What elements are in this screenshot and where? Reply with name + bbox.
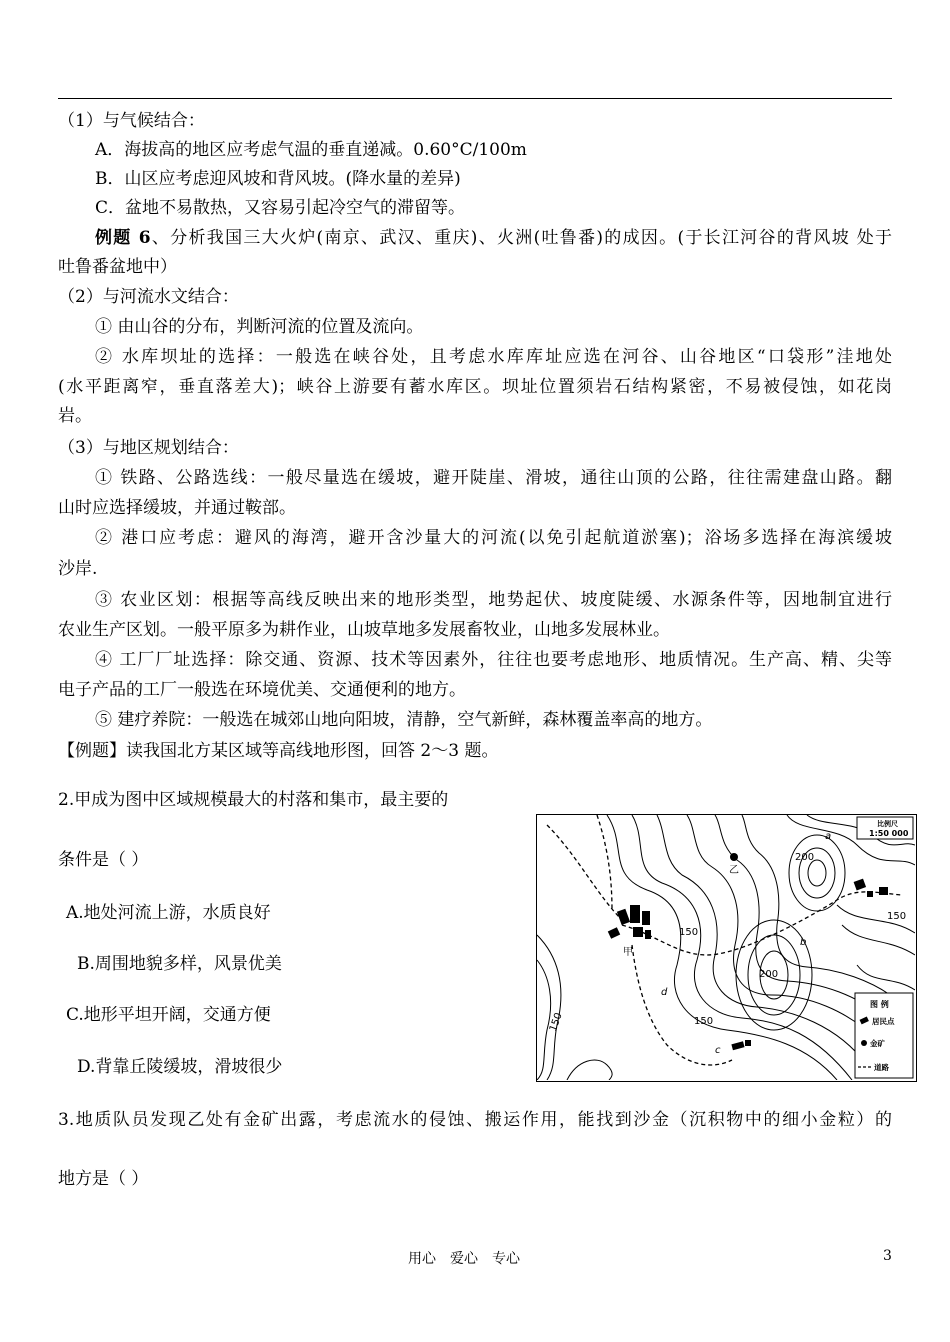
legend-box: [855, 993, 913, 1078]
label-jia: 甲: [623, 947, 633, 958]
question-2-option-b: B.周围地貌多样，风景优美: [77, 954, 282, 974]
river-point-2: ② 水库坝址的选择：一般选在峡谷处，且考虑水库库址应选在河谷、山谷地区“口袋形”洼地处: [95, 347, 892, 367]
example-6-label: 例题 6: [95, 228, 151, 248]
climate-point-c: C．盆地不易散热，又容易引起冷空气的滞留等。: [95, 198, 466, 218]
section-planning-heading: （3）与地区规划结合：: [58, 438, 239, 458]
scale-title: 比例尺: [877, 820, 898, 828]
climate-point-a: A．海拔高的地区应考虑气温的垂直递减。0.60°C/100m: [95, 140, 527, 160]
page-number: 3: [883, 1248, 892, 1264]
planning-point-2-cont: 沙岸.: [58, 559, 98, 579]
legend-title: 图 例: [870, 1000, 889, 1009]
question-3-stem: 3.地质队员发现乙处有金矿出露，考虑流水的侵蚀、搬运作用，能找到沙金（沉积物中的细小金粒）的: [58, 1110, 892, 1130]
footer-slogan: 用心 爱心 专心: [408, 1251, 520, 1267]
scale-value: 1:50 000: [869, 829, 909, 838]
planning-point-3-cont: 农业生产区划。一般平原多为耕作业，山坡草地多发展畜牧业，山地多发展林业。: [58, 620, 670, 640]
planning-point-1: ① 铁路、公路选线：一般尽量选在缓坡，避开陡崖、滑坡，通往山顶的公路，往往需建盘山路。翻: [95, 468, 892, 488]
elevation-150-center: 150: [679, 927, 699, 938]
legend-gold-icon: [861, 1040, 867, 1046]
contour-map-drawing: [537, 815, 915, 1080]
climate-point-b: B．山区应考虑迎风坡和背风坡。(降水量的差异): [95, 169, 461, 189]
example-6-text: 、分析我国三大火炉(南京、武汉、重庆)、火洲(吐鲁番)的成因。(于长江河谷的背风坡 处于: [150, 228, 892, 248]
scale-box: [857, 817, 913, 839]
river-point-1: ① 由山谷的分布，判断河流的位置及流向。: [95, 317, 424, 337]
label-b: b: [800, 937, 807, 948]
section-climate-heading: （1）与气候结合：: [58, 111, 205, 131]
legend-gold: 金矿: [870, 1039, 885, 1048]
planning-point-4-cont: 电子产品的工厂一般选在环境优美、交通便利的地方。: [58, 680, 466, 700]
planning-point-2: ② 港口应考虑：避风的海湾，避开含沙量大的河流(以免引起航道淤塞)；浴场多选择在海滨缓坡: [95, 528, 892, 548]
elevation-200-mid: 200: [759, 969, 779, 980]
header-rule: [58, 98, 892, 99]
example-6-line: [95, 225, 892, 251]
label-a: a: [825, 831, 832, 842]
legend-road: 道路: [874, 1063, 889, 1072]
question-2-stem-cont: 条件是（ ）: [58, 850, 149, 870]
label-c: c: [715, 1045, 721, 1056]
elevation-150-bottom: 150: [694, 1016, 714, 1027]
question-3-stem-cont: 地方是（ ）: [58, 1169, 149, 1189]
example-intro: 【例题】读我国北方某区域等高线地形图，回答 2～3 题。: [58, 741, 499, 761]
planning-point-3: ③ 农业区划：根据等高线反映出来的地形类型，地势起伏、坡度陡缓、水源条件等，因地制宜进行: [95, 590, 892, 610]
planning-point-1-cont: 山时应选择缓坡，并通过鞍部。: [58, 498, 296, 518]
planning-point-4: ④ 工厂厂址选择：除交通、资源、技术等因素外，往往也要考虑地形、地质情况。生产高、精、尖等: [95, 650, 892, 670]
elevation-200-top: 200: [795, 852, 815, 863]
river-point-2-cont: (水平距离窄，垂直落差大)；峡谷上游要有蓄水库区。坝址位置须岩石结构紧密，不易被侵蚀，如花岗: [58, 377, 892, 397]
elevation-150-right: 150: [887, 911, 907, 922]
elevation-150-left: 150: [547, 1011, 565, 1034]
section-river-heading: （2）与河流水文结合：: [58, 287, 239, 307]
legend-settlement: 居民点: [872, 1017, 895, 1026]
question-2-option-d: D.背靠丘陵缓坡，滑坡很少: [77, 1057, 283, 1077]
question-2-stem: 2.甲成为图中区域规模最大的村落和集市，最主要的: [58, 790, 449, 810]
planning-point-5: ⑤ 建疗养院：一般选在城郊山地向阳坡，清静，空气新鲜，森林覆盖率高的地方。: [95, 710, 713, 730]
label-d: d: [661, 987, 668, 998]
river-point-2-end: 岩。: [58, 406, 92, 426]
example-6-continued: 吐鲁番盆地中）: [58, 257, 177, 277]
question-2-option-a: A.地处河流上游，水质良好: [66, 903, 271, 923]
gold-mine-marker: [730, 853, 738, 861]
question-2-option-c: C.地形平坦开阔，交通方便: [66, 1005, 271, 1025]
label-yi: 乙: [729, 865, 739, 876]
contour-map: [536, 814, 917, 1082]
